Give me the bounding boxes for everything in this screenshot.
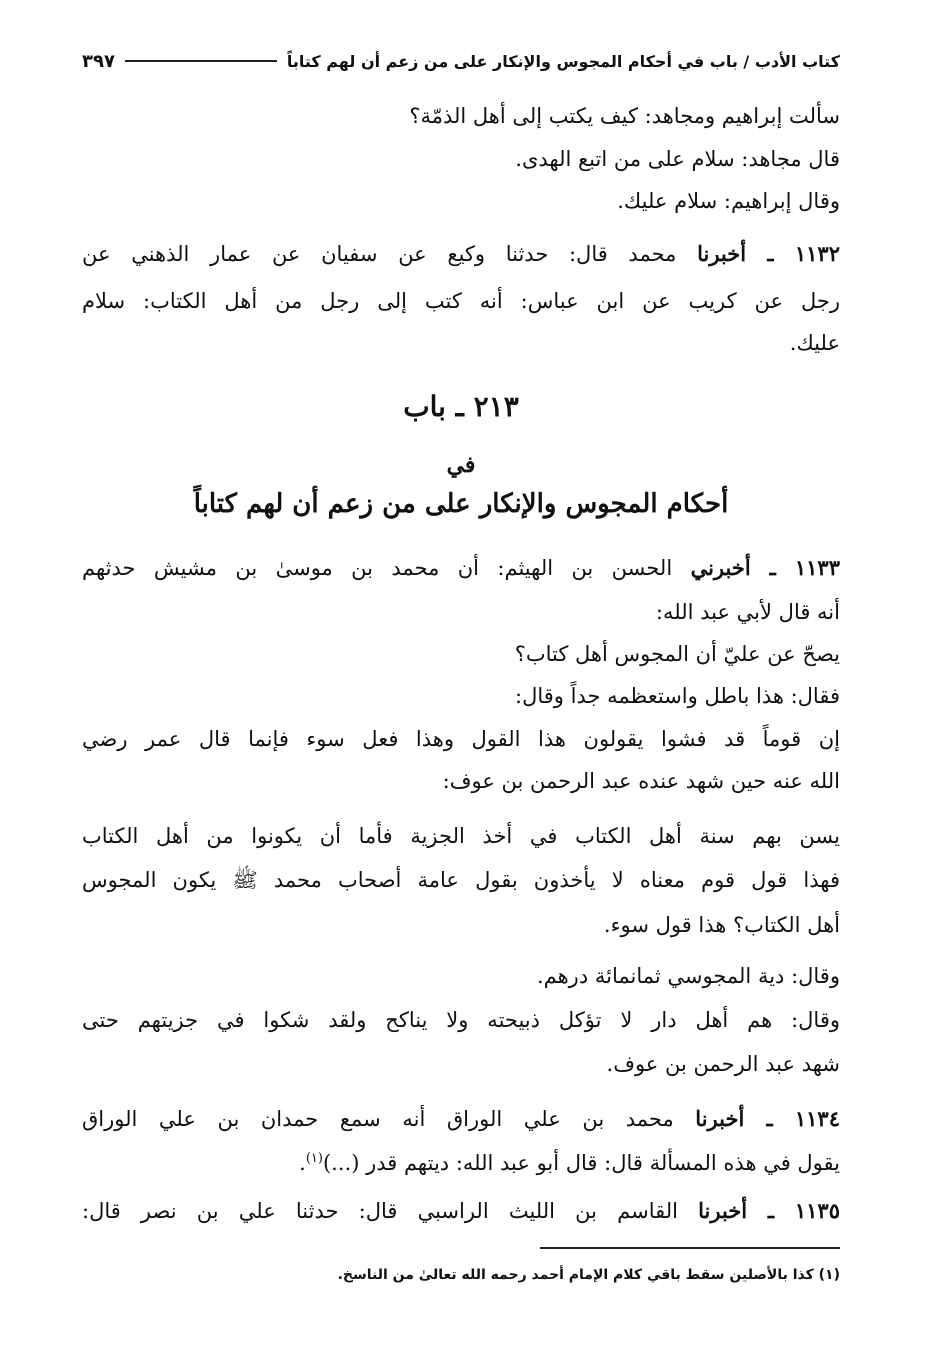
text-line: يسن بهم سنة أهل الكتاب في أخذ الجزية فأما أن يكونوا من أهل الكتاب [82, 824, 840, 848]
text-line: شهد عبد الرحمن بن عوف. [606, 1052, 840, 1076]
text-line: وقال: هم أهل دار لا تؤكل ذبيحته ولا يناكح ولقد شكوا في جزيتهم حتى [82, 1008, 840, 1032]
entry-number: ١١٣٤ ـ أخبرنا [695, 1106, 840, 1131]
text-line: عليك. [789, 331, 840, 355]
text-line: ١١٣٢ ـ أخبرنا محمد قال: حدثنا وكيع عن سفيان عن عمار الذهني عن [82, 241, 840, 266]
running-title: كتاب الأدب / باب في أحكام المجوس والإنكار على من زعم أن لهم كتاباً [286, 51, 840, 71]
chapter-number: ٢١٣ ـ باب [403, 390, 519, 423]
page-number: ٣٩٧ [82, 50, 115, 72]
text-line: فهذا قول قوم معناه لا يأخذون بقول عامة أصحاب محمد ﷺ يكون المجوس [82, 868, 840, 892]
text-line: يصحّ عن عليّ أن المجوس أهل كتاب؟ [514, 642, 840, 666]
footnote: (١) كذا بالأصلين سقط باقي كلام الإمام أحمد رحمه الله تعالىٰ من الناسخ. [337, 1267, 840, 1283]
header-rule [125, 60, 277, 62]
footnote-ref: (١) [305, 1151, 323, 1166]
text-line: يقول في هذه المسألة قال: قال أبو عبد الله: ديتهم قدر (...)$^{(١)}$. [299, 1151, 840, 1175]
entry-number: ١١٣٢ ـ أخبرنا [697, 241, 840, 266]
text-line: الله عنه حين شهد عنده عبد الرحمن بن عوف: [442, 769, 840, 793]
text-line: فقال: هذا باطل واستعظمه جداً وقال: [515, 684, 840, 708]
chapter-fi: في [446, 452, 476, 478]
text-line: إن قوماً قد فشوا يقولون هذا القول وهذا فعل سوء فإنما قال عمر رضي [82, 727, 840, 751]
text-line: أهل الكتاب؟ هذا قول سوء. [603, 913, 840, 937]
text-line: وقال إبراهيم: سلام عليك. [617, 189, 840, 213]
text-line: ١١٣٣ ـ أخبرني الحسن بن الهيثم: أن محمد بن موسىٰ بن مشيش حدثهم [82, 555, 840, 580]
text-line: وقال: دية المجوسي ثمانمائة درهم. [536, 964, 840, 988]
text-line: قال مجاهد: سلام على من اتبع الهدى. [515, 147, 840, 171]
entry-number: ١١٣٥ ـ أخبرنا [698, 1198, 840, 1223]
footnote-rule [540, 1247, 840, 1249]
text-line: رجل عن كريب عن ابن عباس: أنه كتب إلى رجل من أهل الكتاب: سلام [82, 289, 840, 313]
text-line: سألت إبراهيم ومجاهد: كيف يكتب إلى أهل الذمّة؟ [409, 104, 840, 128]
text-line: ١١٣٥ ـ أخبرنا القاسم بن الليث الراسبي قال: حدثنا علي بن نصر قال: [82, 1198, 840, 1223]
running-header [82, 42, 840, 80]
text-line: أنه قال لأبي عبد الله: [655, 600, 840, 624]
chapter-title: أحكام المجوس والإنكار على من زعم أن لهم كتاباً [193, 489, 729, 519]
entry-number: ١١٣٣ ـ أخبرني [690, 555, 840, 580]
text-line: ١١٣٤ ـ أخبرنا محمد بن علي الوراق أنه سمع حمدان بن علي الوراق [82, 1106, 840, 1131]
